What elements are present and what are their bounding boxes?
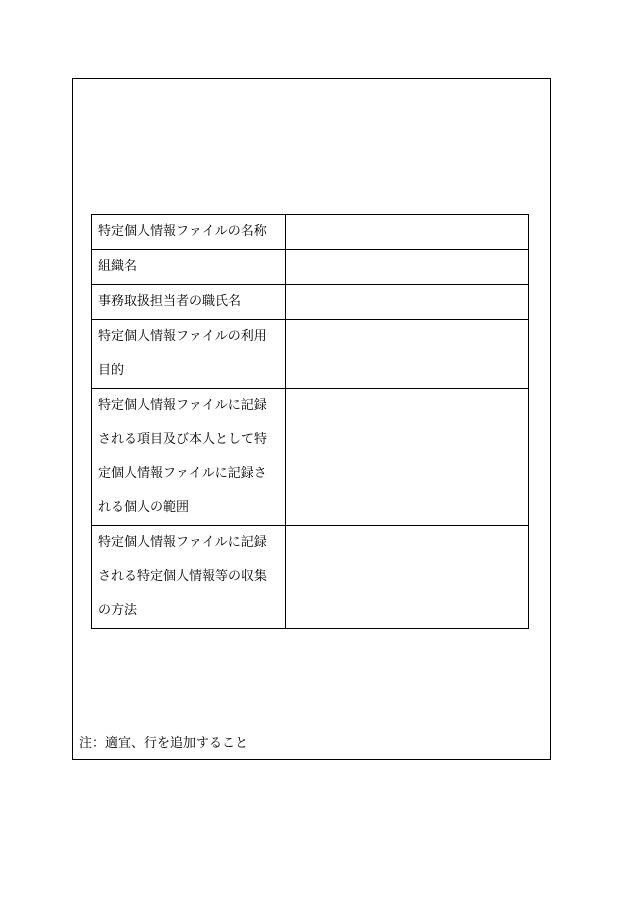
table-row bbox=[92, 250, 529, 285]
file-info-table bbox=[91, 214, 529, 629]
table-row bbox=[92, 320, 529, 389]
label-cell bbox=[92, 320, 286, 389]
row-label-scope: 特定個人情報ファイルに記録 される項目及び本人として特 定個人情報ファイルに記録さ れる個人の範囲 bbox=[98, 398, 268, 515]
value-cell-scope[interactable] bbox=[286, 389, 529, 526]
label-cell bbox=[92, 389, 286, 526]
footnote: 注：適宜、行を追加すること bbox=[79, 736, 249, 751]
label-cell bbox=[92, 250, 286, 285]
table-row bbox=[92, 285, 529, 320]
value-cell-officer[interactable] bbox=[286, 285, 529, 320]
table-row bbox=[92, 215, 529, 250]
value-cell-purpose[interactable] bbox=[286, 320, 529, 389]
value-cell-file-name[interactable] bbox=[286, 215, 529, 250]
row-label-purpose: 特定個人情報ファイルの利用 目的 bbox=[98, 329, 267, 378]
value-cell-collection-method[interactable] bbox=[286, 526, 529, 629]
table-row bbox=[92, 526, 529, 629]
table-row bbox=[92, 389, 529, 526]
row-label-file-name: 特定個人情報ファイルの名称 bbox=[98, 224, 267, 239]
label-cell bbox=[92, 215, 286, 250]
row-label-collection-method: 特定個人情報ファイルに記録 される特定個人情報等の収集 の方法 bbox=[98, 535, 268, 618]
label-cell bbox=[92, 285, 286, 320]
row-label-officer: 事務取扱担当者の職氏名 bbox=[98, 294, 242, 309]
label-cell bbox=[92, 526, 286, 629]
value-cell-organization[interactable] bbox=[286, 250, 529, 285]
row-label-organization: 組織名 bbox=[98, 259, 138, 274]
